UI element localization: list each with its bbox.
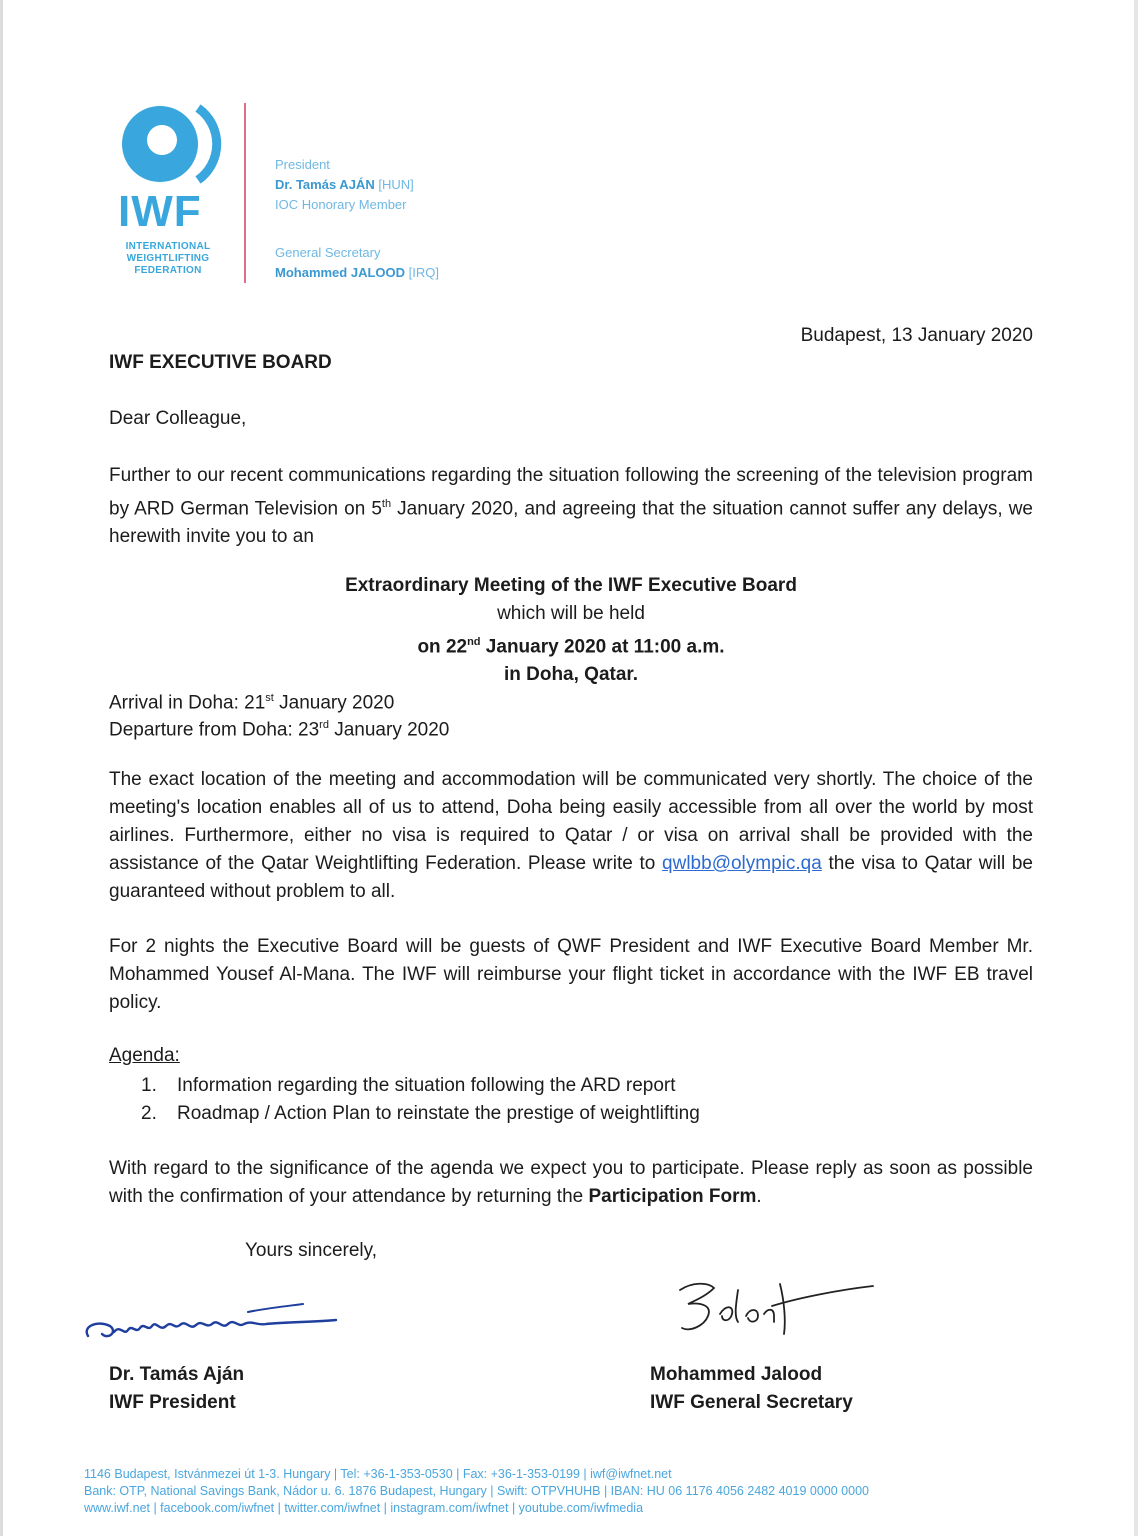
iwf-logo xyxy=(112,100,224,276)
guests-paragraph: For 2 nights the Executive Board will be guests of QWF President and IWF Executive Board Member Mr. Mohammed Yousef Al-Mana. The IWF will reimburse your flight ticket in accordance with the IWF EB travel policy. xyxy=(109,936,1033,1013)
visa-email-link[interactable]: qwlbb@olympic.qa xyxy=(662,853,822,874)
letterhead-divider xyxy=(244,103,246,283)
president-signature xyxy=(78,1298,418,1358)
signatory-name: Dr. Tamás Aján xyxy=(109,1364,245,1385)
letter-footer xyxy=(84,1466,869,1517)
closing-paragraph: With regard to the significance of the agenda we expect you to participate. Please reply as soon as possible with the confirmation of your attendance by returning the Participation Form. xyxy=(109,1158,1033,1207)
meeting-place: in Doha, Qatar. xyxy=(503,664,639,686)
letter-date: Budapest, 13 January 2020 xyxy=(800,325,1033,346)
footer-address: 1146 Budapest, Istvánmezei út 1-3. Hungary | Tel: +36-1-353-0530 | Fax: +36-1-353-0199 | iwf@iwfnet.net xyxy=(84,1467,672,1481)
meeting-announcement xyxy=(109,572,1033,689)
agenda-item: 1. Information regarding the situation following the ARD report xyxy=(141,1075,676,1096)
secretary-role: General Secretary xyxy=(275,245,381,260)
signatory-title: IWF President xyxy=(109,1392,236,1413)
departure-line: Departure from Doha: 23rd January 2020 xyxy=(109,719,450,741)
president-name-line: Dr. Tamás AJÁN [HUN] xyxy=(275,177,414,192)
letterhead-officials xyxy=(275,155,439,283)
agenda-list xyxy=(141,1072,700,1128)
footer-web: www.iwf.net | facebook.com/iwfnet | twitter.com/iwfnet | instagram.com/iwfnet | youtube.com/iwfmedia xyxy=(84,1501,644,1515)
location-paragraph: The exact location of the meeting and accommodation will be communicated very shortly. The choice of the meeting's location enables all of us to attend, Doha being easily accessible from all over the world by most airlines. Furthermore, either no visa is required to Qatar / or visa on arrival shall be provided with the assistance of the Qatar Weightlifting Federation. Please write to qwlbb@olympic.qa the visa to Qatar will be guaranteed without problem to all. xyxy=(109,769,1033,902)
meeting-title: Extraordinary Meeting of the IWF Executive Board xyxy=(345,575,797,596)
iwf-rings-icon xyxy=(112,100,224,190)
page-edge-left xyxy=(0,0,3,1536)
signatory-secretary xyxy=(650,1361,853,1417)
logo-subtitle: INTERNATIONAL WEIGHTLIFTING FEDERATION xyxy=(125,241,211,276)
arrival-line: Arrival in Doha: 21st January 2020 xyxy=(109,692,395,714)
signatory-title: IWF General Secretary xyxy=(650,1392,853,1413)
page-edge-right xyxy=(1134,0,1138,1536)
letter-recipient: IWF EXECUTIVE BOARD xyxy=(109,352,332,373)
footer-bank: Bank: OTP, National Savings Bank, Nádor u. 6. 1876 Budapest, Hungary | Swift: OTPVHUHB | IBAN: HU 06 1176 4056 2482 4019 0000 0000 xyxy=(84,1484,869,1498)
agenda-title: Agenda: xyxy=(109,1045,180,1066)
agenda-item: 2. Roadmap / Action Plan to reinstate the prestige of weightlifting xyxy=(141,1103,700,1124)
signatory-name: Mohammed Jalood xyxy=(650,1364,823,1385)
meeting-held: which will be held xyxy=(497,603,645,624)
secretary-signature xyxy=(668,1270,888,1350)
logo-wordmark: IWF xyxy=(118,187,202,236)
president-honorary: IOC Honorary Member xyxy=(275,197,407,212)
intro-paragraph: Further to our recent communications regarding the situation following the screening of the television program by ARD German Television on 5th January 2020, and agreeing that the situation cannot suffer any delays, we herewith invite you to an xyxy=(109,465,1033,548)
secretary-name-line: Mohammed JALOOD [IRQ] xyxy=(275,265,439,280)
signatory-president xyxy=(109,1361,244,1417)
sign-off: Yours sincerely, xyxy=(245,1240,378,1261)
president-role: President xyxy=(275,157,330,172)
salutation: Dear Colleague, xyxy=(109,408,247,429)
meeting-date: on 22nd January 2020 at 11:00 a.m. xyxy=(417,636,725,658)
